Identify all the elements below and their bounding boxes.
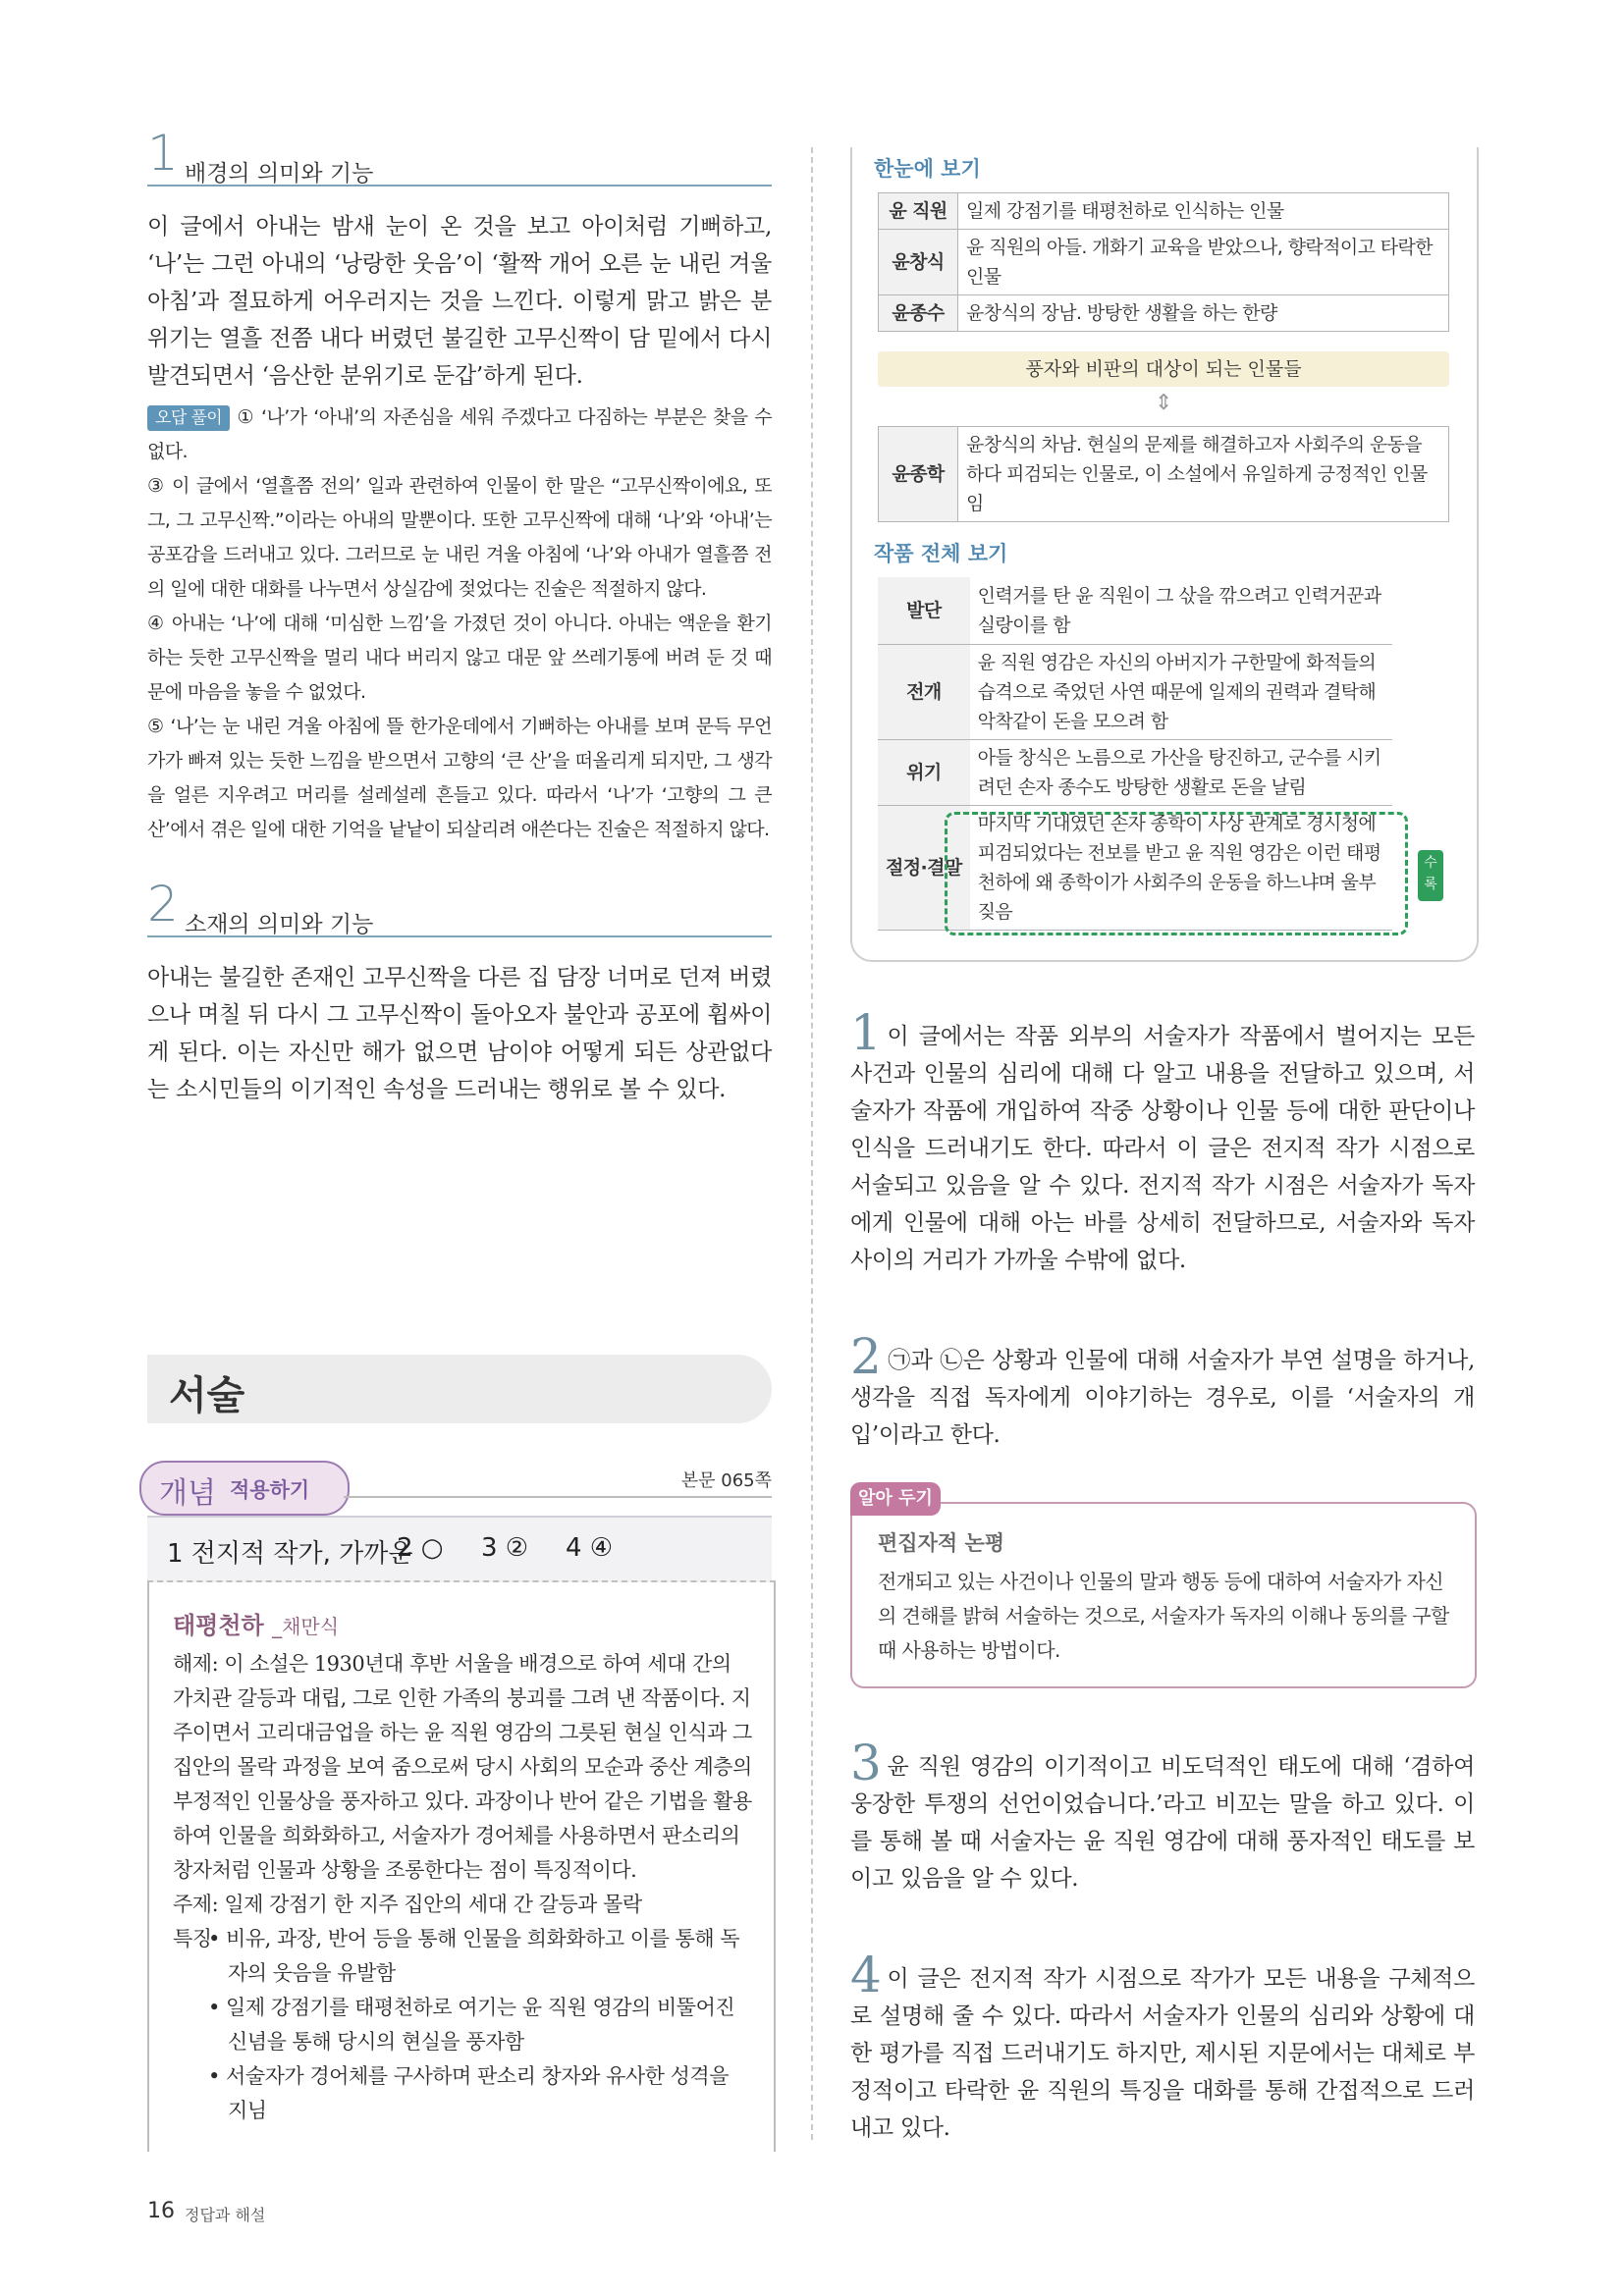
answer-2: 2 ○ [397,1533,444,1563]
table-row [878,645,1392,740]
updown-arrow-icon: ⇕ [1155,391,1173,415]
answer-explanation-2 [850,1328,1475,1454]
answer-number: 2 [850,1328,882,1385]
jonghak-table [878,426,1449,522]
work-haeje: 해제: 이 소설은 1930년대 후반 서울을 배경으로 하여 세대 간의 가치관 갈등과 대립, 그로 인한 가족의 붕괴를 그려 낸 작품이다. 지주이면서 고리대금업을 하는 윤 직원 영감의 그릇된 현실 인식과 그 집안의 몰락 과정을 보여 줌으로써 당시 사회의 모순과 중산 계층의 부정적인 인물상을 풍자하고 있다. 과장이나 반어 같은 기법을 활용하여 인물을 희화화하고, 서술자가 경어체를 사용하면서 판소리의 창자처럼 인물과 상황을 조롱한다는 점이 특징적이다. [173,1652,752,1882]
answer-number: 1 [850,1004,882,1061]
char-desc: 윤창식의 장남. 방탕한 생활을 하는 한량 [958,295,1449,332]
char-name: 윤종수 [879,295,958,332]
work-title [173,1606,339,1640]
answer-4: 4 ④ [566,1533,614,1563]
char-desc: 윤창식의 차남. 현실의 문제를 해결하고자 사회주의 운동을 하다 피검되는 인물로, 이 소설에서 유일하게 긍정적인 인물임 [958,427,1449,522]
note-title: 편집자적 논평 [878,1531,1005,1555]
stage-name: 발단 [878,577,970,645]
char-name: 윤 직원 [879,193,958,230]
section-2-body: 아내는 불길한 존재인 고무신짝을 다른 집 담장 너머로 던져 버렸으나 며칠 뒤 다시 그 고무신짝이 돌아오자 불안과 공포에 휩싸이게 된다. 이는 자신만 해가 없으면 남이야 어떻게 되든 상관없다는 소시민들의 이기적인 속성을 드러내는 행위로 볼 수 있다. [147,965,772,1102]
stage-desc: 윤 직원 영감은 자신의 아버지가 구한말에 화적들의 습격으로 죽었던 사연 때문에 일제의 권력과 결탁해 악착같이 돈을 모으려 함 [970,645,1392,740]
page-reference: 본문 065쪽 [680,1470,772,1491]
table-row [879,230,1449,295]
section-number: 1 [147,125,179,182]
glance-title: 한눈에 보기 [874,157,981,181]
section-1-heading [147,125,772,187]
section-title: 배경의 의미와 기능 [185,161,374,187]
work-title-text: 태평천하 [173,1612,264,1639]
stage-desc: 인력거를 탄 윤 직원이 그 삯을 깎으려고 인력거꾼과 실랑이를 함 [970,577,1392,645]
column-divider [811,147,813,2140]
divider [344,1496,772,1498]
work-author: _채만식 [272,1615,340,1638]
table-row [879,427,1449,522]
table-row [878,740,1392,806]
table-row [879,295,1449,332]
section-2-heading [147,876,772,937]
table-row [878,577,1392,645]
features-label: 특징 [173,1927,212,1950]
wrong-answer-1 [147,400,772,469]
concept-box [147,1461,772,2148]
answer-explanation-3 [850,1735,1475,1897]
section-title: 소재의 의미와 기능 [185,912,374,937]
section-1-body: 이 글에서 아내는 밤새 눈이 온 것을 보고 아이처럼 기뻐하고, ‘나’는 그런 아내의 ‘낭랑한 웃음’이 ‘활짝 개어 오른 눈 내린 겨울 아침’과 절묘하게 어우러지는 것을 느낀다. 이렇게 맑고 밝은 분위기는 열흘 전쯤 내다 버렸던 불길한 고무신짝이 담 밑에서 다시 발견되면서 ‘음산한 분위기로 둔갑’하게 된다. [147,214,772,389]
char-desc: 일제 강점기를 태평천하로 인식하는 인물 [958,193,1449,230]
section-banner [147,1355,772,1423]
table-row [879,193,1449,230]
feature-item: • 비유, 과장, 반어 등을 통해 인물을 희화화하고 이를 통해 독자의 웃음을 유발함 [208,1927,740,1985]
answer-text: 이 글은 전지적 작가 시점으로 작가가 모든 내용을 구체적으로 설명해 줄 수 있다. 따라서 서술자가 인물의 심리와 상황에 대한 평가를 직접 드러내기도 하지만, 제시된 지문에서는 대체로 부정적이고 타락한 윤 직원의 특징을 대화를 통해 간접적으로 드러내고 있다. [850,1966,1475,2141]
section-banner-title: 서술 [169,1373,245,1418]
stage-name: 전개 [878,645,970,740]
note-text: 전개되고 있는 사건이나 인물의 말과 행동 등에 대하여 서술자가 자신의 견해를 밝혀 서술하는 것으로, 서술자가 독자의 이해나 동의를 구할 때 사용하는 방법이다. [878,1570,1449,1662]
stage-desc: 아들 창식은 노름으로 가산을 탕진하고, 군수를 시키려던 손자 종수도 방탕한 생활로 돈을 날림 [970,740,1392,806]
left-column [147,125,772,1108]
character-table [878,192,1449,332]
concept-badge-main: 개념 [159,1476,216,1511]
answer-explanation-4 [850,1947,1475,2147]
footer-label: 정답과 해설 [185,2206,266,2224]
answer-text: 윤 직원 영감의 이기적이고 비도덕적인 태도에 대해 ‘겸하여 웅장한 투쟁의 선언이었습니다.’라고 비꼬는 말을 하고 있다. 이를 통해 볼 때 서술자는 윤 직원 영감에 대해 풍자적인 태도를 보이고 있음을 알 수 있다. [850,1754,1475,1892]
answer-number: 3 [850,1735,882,1791]
work-theme: 주제: 일제 강점기 한 지주 집안의 세대 간 갈등과 몰락 [173,1893,642,1916]
char-name: 윤창식 [879,230,958,295]
answer-3: 3 ② [481,1533,529,1563]
wrong-answer-tag: 오답 풀이 [147,405,230,431]
section-number: 2 [147,876,179,933]
note-tag: 알아 두기 [850,1482,941,1516]
wrong-answer-4: ④ 아내는 ‘나’에 대해 ‘미심한 느낌’을 가졌던 것이 아니다. 아내는 액운을 환기하는 듯한 고무신짝을 멀리 내다 버리지 않고 대문 앞 쓰레기통에 버려 둔 것 때문에 마음을 놓을 수 없었다. [147,613,772,703]
whole-title: 작품 전체 보기 [874,542,1008,565]
work-features [173,1922,752,2128]
char-name: 윤종학 [879,427,958,522]
stage-name: 위기 [878,740,970,806]
answer-1: 1 전지적 작가, 가까운 [167,1539,413,1569]
page-number: 16 [147,2199,175,2223]
feature-item: • 서술자가 경어체를 구사하며 판소리 창자와 유사한 성격을 지님 [208,2064,729,2122]
satire-banner: 풍자와 비판의 대상이 되는 인물들 [878,351,1449,387]
highlight-box [945,812,1408,935]
answer-explanation-1 [850,1004,1475,1279]
answer-text: ㉠과 ㉡은 상황과 인물에 대해 서술자가 부연 설명을 하거나, 생각을 직접 독자에게 이야기하는 경우로, 이를 ‘서술자의 개입’이라고 한다. [850,1348,1475,1448]
stage-name: 절정·결말 [878,806,970,931]
work-info [147,1580,776,2152]
included-tag: 수록 [1418,850,1443,901]
char-desc: 윤 직원의 아들. 개화기 교육을 받았으나, 향락적이고 타락한 인물 [958,230,1449,295]
answer-row [147,1516,772,1582]
work-description [173,1647,752,2128]
wrong-answer-text: ① ‘나’가 ‘아내’의 자존심을 세워 주겠다고 다짐하는 부분은 찾을 수 없다. [147,406,772,462]
wrong-answer-5: ⑤ ‘나’는 눈 내린 겨울 아침에 뜰 한가운데에서 기뻐하는 아내를 보며 문득 무언가가 빠져 있는 듯한 느낌을 받으면서 고향의 ‘큰 산’을 떠올리게 되지만, 그 생각을 얼른 지우려고 머리를 설레설레 흔들고 있다. 따라서 ‘나’가 ‘고향의 그 큰 산’에서 겪은 일에 대한 기억을 낱낱이 되살리려 애쓴다는 진술은 적절하지 않다. [147,716,772,840]
answer-number: 4 [850,1947,882,2003]
concept-badge-sub: 적용하기 [230,1478,310,1502]
answer-text: 이 글에서는 작품 외부의 서술자가 작품에서 벌어지는 모든 사건과 인물의 심리에 대해 다 알고 내용을 전달하고 있으며, 서술자가 작품에 개입하여 작중 상황이나 인물 등에 대한 판단이나 인식을 드러내기도 한다. 따라서 이 글은 전지적 작가 시점으로 서술되고 있음을 알 수 있다. 전지적 작가 시점은 서술자가 독자에게 인물에 대해 아는 바를 상세히 전달하므로, 서술자와 독자 사이의 거리가 가까울 수밖에 없다. [850,1024,1475,1273]
feature-item: • 일제 강점기를 태평천하로 여기는 윤 직원 영감의 비뚤어진 신념을 통해 당시의 현실을 풍자함 [208,1996,735,2054]
stage-desc: 마지막 기대였던 손자 종학이 사상 관계로 경시청에 피검되었다는 전보를 받고 윤 직원 영감은 이런 태평천하에 왜 종학이가 사회주의 운동을 하느냐며 울부짖음 [970,806,1392,931]
wrong-answer-3: ③ 이 글에서 ‘열흘쯤 전의’ 일과 관련하여 인물이 한 말은 “고무신짝이에요, 또 그, 그 고무신짝.”이라는 아내의 말뿐이다. 또한 고무신짝에 대해 ‘나’와 ‘아내’는 공포감을 드러내고 있다. 그러므로 눈 내린 겨울 아침에 ‘나’와 아내가 열흘쯤 전의 일에 대한 대화를 나누면서 상실감에 젖었다는 진술은 적절하지 않다. [147,475,772,600]
concept-badge [139,1461,350,1516]
